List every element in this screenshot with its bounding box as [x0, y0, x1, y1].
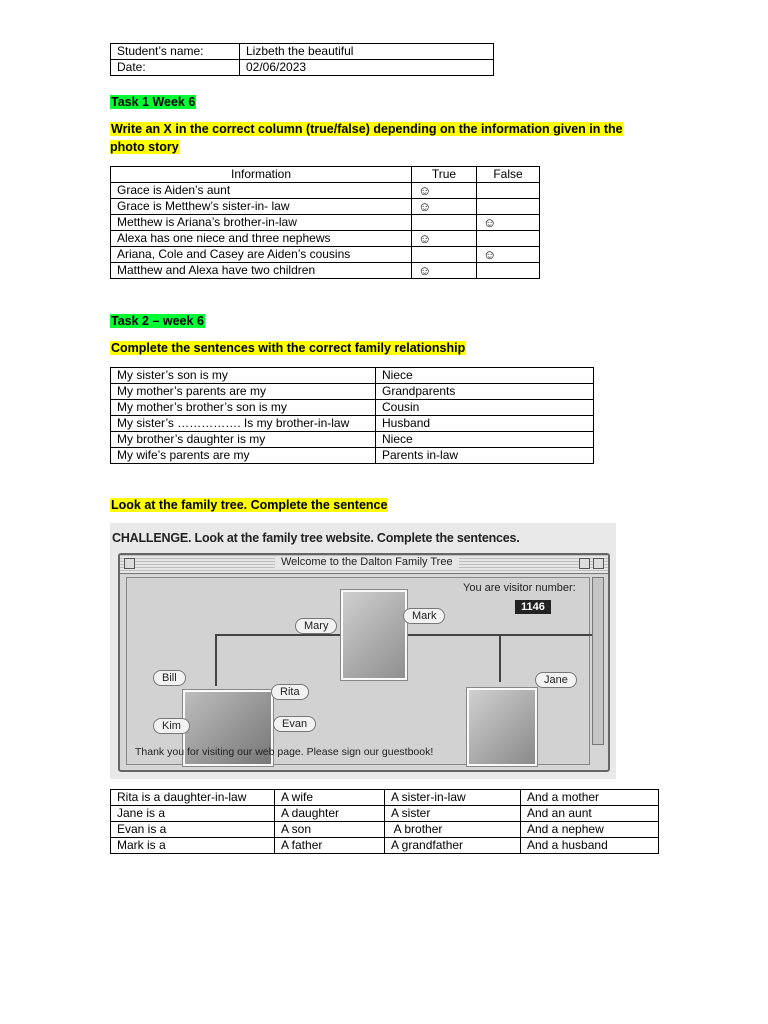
table-cell: And an aunt: [521, 806, 659, 822]
name-kim: Kim: [153, 718, 190, 734]
name-value: Lizbeth the beautiful: [240, 44, 494, 60]
info-cell: Grace is Aiden’s aunt: [111, 183, 412, 199]
prompt-cell: My sister’s ……………. Is my brother-in-law: [111, 416, 376, 432]
task2-heading: Task 2 – week 6: [111, 314, 204, 328]
col-true: True: [412, 167, 477, 183]
family-tree-content: [126, 577, 590, 765]
table-row: [111, 215, 540, 231]
prompt-cell: My brother’s daughter is my: [111, 432, 376, 448]
task1-table: [110, 166, 540, 279]
table-row: [111, 263, 540, 279]
table-cell: And a husband: [521, 838, 659, 854]
task1-heading: Task 1 Week 6: [111, 95, 196, 109]
table-cell: Evan is a: [111, 822, 275, 838]
true-cell: ☺: [412, 231, 477, 247]
visitor-counter: 1146: [515, 600, 551, 614]
zoom-box-icon: [579, 558, 590, 569]
table-cell: A son: [275, 822, 385, 838]
tree-line: [499, 634, 501, 682]
task3-table: [110, 789, 659, 854]
col-false: False: [477, 167, 540, 183]
info-cell: Metthew is Ariana’s brother-in-law: [111, 215, 412, 231]
table-row: [111, 822, 659, 838]
true-cell: ☺: [412, 263, 477, 279]
grandparents-photo: [341, 590, 407, 680]
answer-cell: Cousin: [376, 400, 594, 416]
student-info-table: [110, 43, 494, 76]
family-tree-image: [110, 523, 616, 779]
table-cell: A brother: [385, 822, 521, 838]
visitor-label: You are visitor number:: [463, 582, 576, 594]
false-cell: ☺: [477, 215, 540, 231]
table-cell: And a mother: [521, 790, 659, 806]
task1-instruction: Write an X in the correct column (true/false) depending on the information given in the photo story: [110, 122, 623, 154]
info-cell: Matthew and Alexa have two children: [111, 263, 412, 279]
true-cell: [412, 247, 477, 263]
info-cell: Grace is Metthew’s sister-in- law: [111, 199, 412, 215]
prompt-cell: My mother’s parents are my: [111, 384, 376, 400]
info-cell: Ariana, Cole and Casey are Aiden’s cousins: [111, 247, 412, 263]
task3-instruction: Look at the family tree. Complete the sentence: [111, 498, 388, 512]
col-information: Information: [111, 167, 412, 183]
true-cell: ☺: [412, 183, 477, 199]
table-cell: Mark is a: [111, 838, 275, 854]
table-cell: A father: [275, 838, 385, 854]
name-jane: Jane: [535, 672, 577, 688]
false-cell: [477, 183, 540, 199]
false-cell: [477, 263, 540, 279]
close-box-icon: [124, 558, 135, 569]
info-cell: Alexa has one niece and three nephews: [111, 231, 412, 247]
table-cell: A daughter: [275, 806, 385, 822]
table-row: [111, 806, 659, 822]
scrollbar: [592, 577, 604, 745]
table-row: [111, 416, 594, 432]
jane-photo: [467, 688, 537, 766]
table-row: [111, 368, 594, 384]
table-cell: A sister-in-law: [385, 790, 521, 806]
answer-cell: Grandparents: [376, 384, 594, 400]
prompt-cell: My mother’s brother’s son is my: [111, 400, 376, 416]
window-title: Welcome to the Dalton Family Tree: [275, 556, 459, 568]
table-row: [111, 183, 540, 199]
answer-cell: Niece: [376, 432, 594, 448]
table-cell: And a nephew: [521, 822, 659, 838]
name-mary: Mary: [295, 618, 337, 634]
name-mark: Mark: [403, 608, 445, 624]
true-cell: [412, 215, 477, 231]
challenge-title: CHALLENGE. Look at the family tree website. Complete the sentences.: [112, 531, 520, 545]
collapse-box-icon: [593, 558, 604, 569]
name-rita: Rita: [271, 684, 309, 700]
prompt-cell: My sister’s son is my: [111, 368, 376, 384]
date-label: Date:: [111, 60, 240, 76]
task2-table: [110, 367, 594, 464]
guestbook-message: Thank you for visiting our web page. Please sign our guestbook!: [135, 746, 434, 758]
table-row: [111, 838, 659, 854]
table-row: [111, 231, 540, 247]
window-title-bar: [120, 555, 608, 574]
task2-instruction: Complete the sentences with the correct family relationship: [111, 341, 466, 355]
date-value: 02/06/2023: [240, 60, 494, 76]
false-cell: [477, 231, 540, 247]
table-row: [111, 432, 594, 448]
table-row: [111, 384, 594, 400]
tree-line: [215, 634, 599, 636]
answer-cell: Parents in-law: [376, 448, 594, 464]
table-cell: Jane is a: [111, 806, 275, 822]
true-cell: ☺: [412, 199, 477, 215]
false-cell: ☺: [477, 247, 540, 263]
name-bill: Bill: [153, 670, 186, 686]
table-cell: A wife: [275, 790, 385, 806]
name-label: Student’s name:: [111, 44, 240, 60]
answer-cell: Niece: [376, 368, 594, 384]
answer-cell: Husband: [376, 416, 594, 432]
table-row: [111, 448, 594, 464]
tree-line: [215, 634, 217, 686]
table-row: [111, 199, 540, 215]
browser-window: [118, 553, 610, 772]
prompt-cell: My wife’s parents are my: [111, 448, 376, 464]
table-cell: Rita is a daughter-in-law: [111, 790, 275, 806]
table-cell: A sister: [385, 806, 521, 822]
name-evan: Evan: [273, 716, 316, 732]
false-cell: [477, 199, 540, 215]
table-row: [111, 400, 594, 416]
table-row: [111, 790, 659, 806]
table-row: [111, 247, 540, 263]
table-cell: A grandfather: [385, 838, 521, 854]
